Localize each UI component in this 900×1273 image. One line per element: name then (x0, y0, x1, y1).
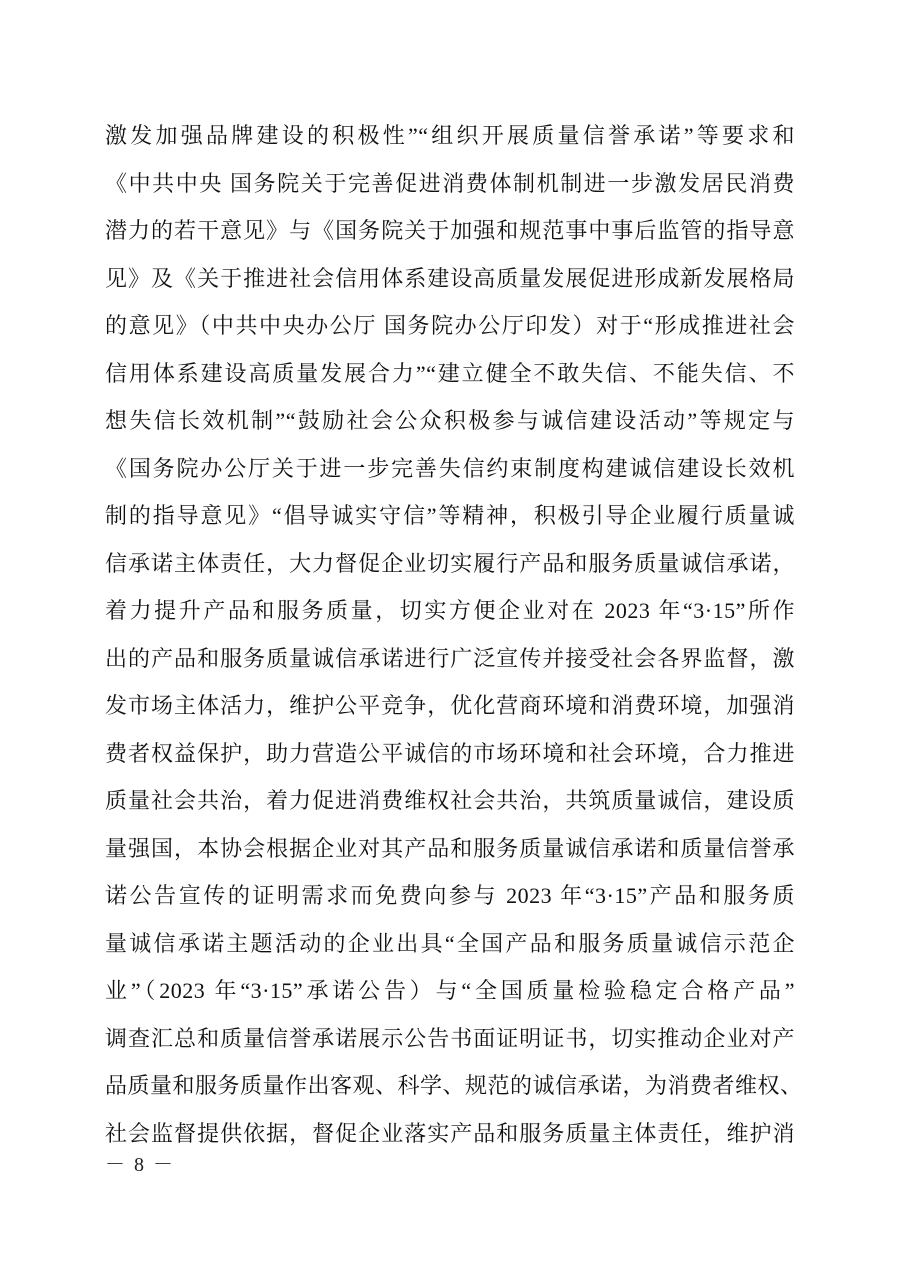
text-line: 业”（2023 年“3·15”承诺公告）与“全国质量检验稳定合格产品” (105, 978, 795, 1003)
text-line: 信承诺主体责任，大力督促企业切实履行产品和服务质量诚信承诺， (105, 550, 795, 576)
text-line: 想失信长效机制”“鼓励社会公众积极参与诚信建设活动”等规定与 (105, 408, 795, 433)
text-line: 诺公告宣传的证明需求而免费向参与 2023 年“3·15”产品和服务质 (105, 883, 795, 908)
text-line: 激发加强品牌建设的积极性”“组织开展质量信誉承诺”等要求和 (105, 123, 795, 148)
text-line: 着力提升产品和服务质量，切实方便企业对在 2023 年“3·15”所作 (105, 598, 795, 623)
text-line: 量强国，本协会根据企业对其产品和服务质量诚信承诺和质量信誉承 (105, 835, 795, 861)
text-line: 发市场主体活力，维护公平竞争，优化营商环境和消费环境，加强消 (105, 693, 795, 718)
page-number: － 8 － (105, 1154, 175, 1176)
text-line: 社会监督提供依据，督促企业落实产品和服务质量主体责任，维护消 (105, 1120, 795, 1146)
text-line: 《国务院办公厅关于进一步完善失信约束制度构建诚信建设长效机 (105, 455, 795, 481)
document-body (105, 112, 803, 1157)
text-line: 量诚信承诺主题活动的企业出具“全国产品和服务质量诚信示范企 (105, 930, 795, 956)
text-line: 出的产品和服务质量诚信承诺进行广泛宣传并接受社会各界监督，激 (105, 645, 795, 671)
text-line: 制的指导意见》“倡导诚实守信”等精神，积极引导企业履行质量诚 (105, 503, 795, 528)
text-line: 品质量和服务质量作出客观、科学、规范的诚信承诺，为消费者维权、 (105, 1073, 803, 1098)
text-line: 见》及《关于推进社会信用体系建设高质量发展促进形成新发展格局 (105, 265, 795, 291)
text-line: 的意见》（中共中央办公厅 国务院办公厅印发）对于“形成推进社会 (105, 313, 795, 338)
text-line: 费者权益保护，助力营造公平诚信的市场环境和社会环境，合力推进 (105, 740, 795, 766)
text-line: 质量社会共治，着力促进消费维权社会共治，共筑质量诚信，建设质 (105, 788, 795, 813)
text-line: 《中共中央 国务院关于完善促进消费体制机制进一步激发居民消费 (105, 170, 795, 196)
text-line: 信用体系建设高质量发展合力”“建立健全不敢失信、不能失信、不 (105, 360, 795, 386)
text-line: 调查汇总和质量信誉承诺展示公告书面证明证书，切实推动企业对产 (105, 1025, 795, 1051)
text-line: 潜力的若干意见》与《国务院关于加强和规范事中事后监管的指导意 (105, 218, 795, 243)
